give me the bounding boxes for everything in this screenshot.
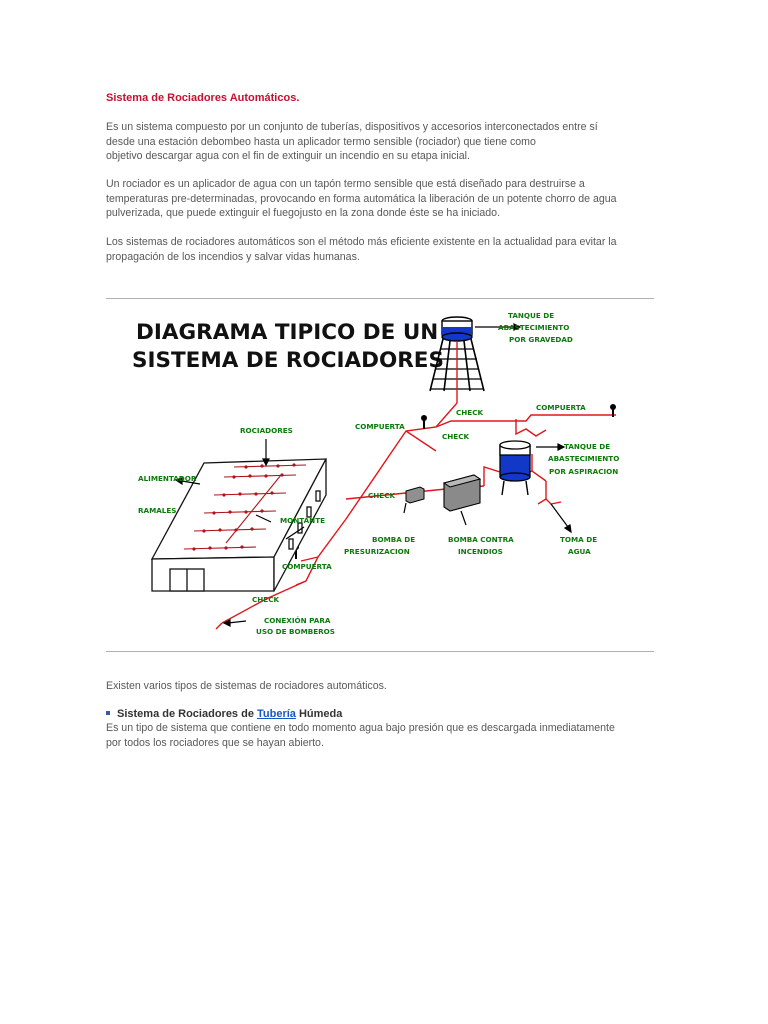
label-tanque-aspiracion: ABASTECIMIENTO [548, 454, 620, 463]
label-conexion-bomberos: CONEXIÓN PARA [264, 616, 331, 625]
text-line: Es un tipo de sistema que contiene en todo momento agua bajo presión que es descargada inmediatamente [106, 722, 615, 734]
text-line: Existen varios tipos de sistemas de rociadores automáticos. [106, 680, 387, 692]
text-line: desde una estación debombeo hasta un aplicador termo sensible (rociador) que tiene como [106, 135, 536, 148]
diagram-title-line1: DIAGRAMA TIPICO DE UN [136, 320, 439, 345]
label-compuerta: COMPUERTA [355, 422, 405, 431]
label-conexion-bomberos: USO DE BOMBEROS [256, 627, 335, 636]
label-tanque-aspiracion: TANQUE DE [564, 442, 611, 451]
bullet-square-icon [106, 711, 110, 715]
label-check: CHECK [442, 432, 470, 441]
paragraph-wet-pipe [106, 721, 654, 750]
paragraph-rociador [106, 177, 654, 221]
label-toma-agua: TOMA DE [560, 535, 598, 544]
text-line: propagación de los incendios y salvar vidas humanas. [106, 250, 360, 263]
paragraph-definition [106, 120, 654, 164]
paragraph-efficiency [106, 235, 654, 264]
label-bomba-presurizacion: BOMBA DE [372, 535, 416, 544]
label-check: CHECK [252, 595, 280, 604]
label-bomba-presurizacion: PRESURIZACION [344, 547, 410, 556]
text-line: por todos los rociadores que se hayan abierto. [106, 736, 324, 749]
page-title: Sistema de Rociadores Automáticos. [106, 92, 300, 104]
diagram-svg [106, 299, 654, 651]
label-tanque-gravedad: POR GRAVEDAD [509, 335, 573, 344]
bullet-suffix: Húmeda [295, 708, 343, 720]
bullet-prefix: Sistema de Rociadores de [117, 708, 257, 720]
text-line: pulverizada, que puede extinguir el fuegojusto en la zona donde éste se ha iniciado. [106, 207, 501, 219]
tuberia-link[interactable]: Tubería [257, 708, 296, 720]
label-tanque-gravedad: ABASTECIMIENTO [498, 323, 570, 332]
paragraph-types [106, 679, 654, 694]
text-line: Un rociador es un aplicador de agua con un tapón termo sensible que está diseñado para destruirse a [106, 178, 585, 190]
label-tanque-gravedad: TANQUE DE [508, 311, 555, 320]
label-montante: MONTANTE [280, 516, 326, 525]
label-tanque-aspiracion: POR ASPIRACION [549, 467, 619, 476]
label-compuerta: COMPUERTA [282, 562, 332, 571]
text-line: temperaturas pre-determinadas, provocando en forma automática la liberación de un potente chorro de agua [106, 192, 617, 205]
suction-tank-icon [500, 441, 530, 495]
label-rociadores: ROCIADORES [240, 426, 293, 435]
label-check: CHECK [456, 408, 484, 417]
label-check: CHECK [368, 491, 396, 500]
text-line: Es un sistema compuesto por un conjunto de tuberías, dispositivos y accesorios interconectados entre sí [106, 121, 598, 133]
text-line: Los sistemas de rociadores automáticos son el método más eficiente existente en la actualidad para evitar la [106, 236, 617, 248]
label-bomba-incendios: BOMBA CONTRA [448, 535, 514, 544]
label-toma-agua: AGUA [568, 547, 591, 556]
diagram-title-line2: SISTEMA DE ROCIADORES [132, 348, 444, 373]
text-line: objetivo descargar agua con el fin de extinguir un incendio en su etapa inicial. [106, 150, 470, 162]
sprinkler-system-diagram [106, 298, 654, 652]
label-ramales: RAMALES [138, 506, 177, 515]
pressurization-pump-icon [406, 487, 424, 503]
bullet-heading-wet-pipe [106, 708, 342, 720]
label-bomba-incendios: INCENDIOS [458, 547, 503, 556]
label-compuerta: COMPUERTA [536, 403, 586, 412]
label-alimentador: ALIMENTADOR [138, 474, 197, 483]
fire-pump-icon [444, 475, 480, 511]
